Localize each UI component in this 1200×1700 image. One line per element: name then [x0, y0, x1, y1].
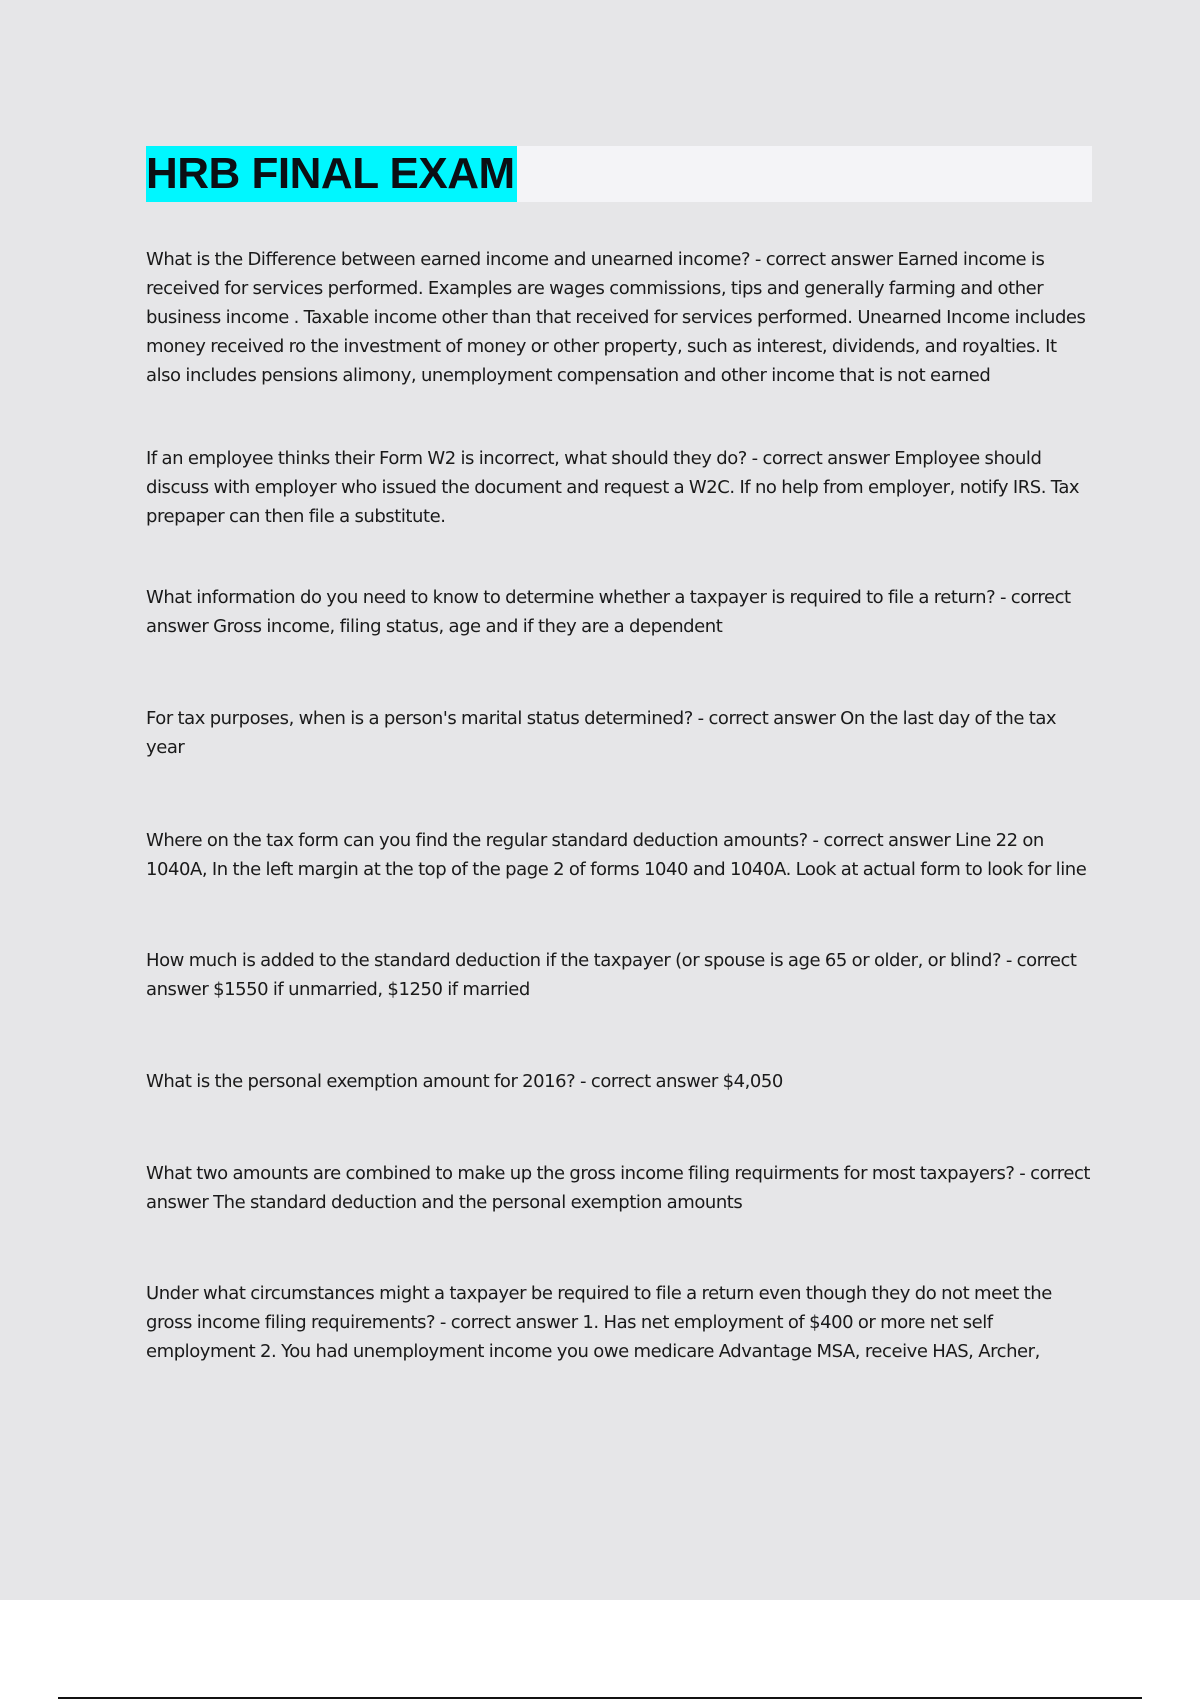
qa-list — [146, 245, 1090, 1366]
qa-item-marital-status: For tax purposes, when is a person's marital status determined? - correct answer On the last day of the tax year — [146, 708, 1057, 758]
qa-item-incorrect-w2: If an employee thinks their Form W2 is incorrect, what should they do? - correct answer Employee should discuss with employer who issued the document and request a W2C. If no help from employer, notify IRS. Tax prepaper can then file a substitute. — [146, 448, 1080, 527]
qa-item-standard-deduction-location: Where on the tax form can you find the regular standard deduction amounts? - correct answer Line 22 on 1040A, In the left margin at the top of the page 2 of forms 1040 and 1040A. Look at actual form to look for line — [146, 830, 1087, 880]
footer-rule — [58, 1697, 1142, 1699]
qa-item-filing-requirement-info: What information do you need to know to determine whether a taxpayer is required to file a return? - correct answer Gross income, filing status, age and if they are a dependent — [146, 587, 1071, 637]
document-title: HRB FINAL EXAM — [146, 146, 517, 202]
qa-item-additional-deduction: How much is added to the standard deduction if the taxpayer (or spouse is age 65 or older, or blind? - correct answer $1550 if unmarried, $1250 if married — [146, 950, 1077, 1000]
qa-item-gross-income-components: What two amounts are combined to make up the gross income filing requirments for most taxpayers? - correct answer The standard deduction and the personal exemption amounts — [146, 1163, 1090, 1213]
qa-item-filing-circumstances: Under what circumstances might a taxpayer be required to file a return even though they do not meet the gross income filing requirements? - correct answer 1. Has net employment of $400 or more net self employment 2. You had unemployment income you owe medicare Advantage MSA, receive HAS, Archer, — [146, 1283, 1052, 1362]
qa-item-earned-unearned-income: What is the Difference between earned income and unearned income? - correct answer Earned income is received for services performed. Examples are wages commissions, tips and generally farming and other business income . Taxable income other than that received for services performed. Unearned Income includes money received ro the investment of money or other property, such as interest, dividends, and royalties. It also includes pensions alimony, unemployment compensation and other income that is not earned — [146, 249, 1086, 386]
qa-item-personal-exemption: What is the personal exemption amount for 2016? - correct answer $4,050 — [146, 1071, 783, 1092]
